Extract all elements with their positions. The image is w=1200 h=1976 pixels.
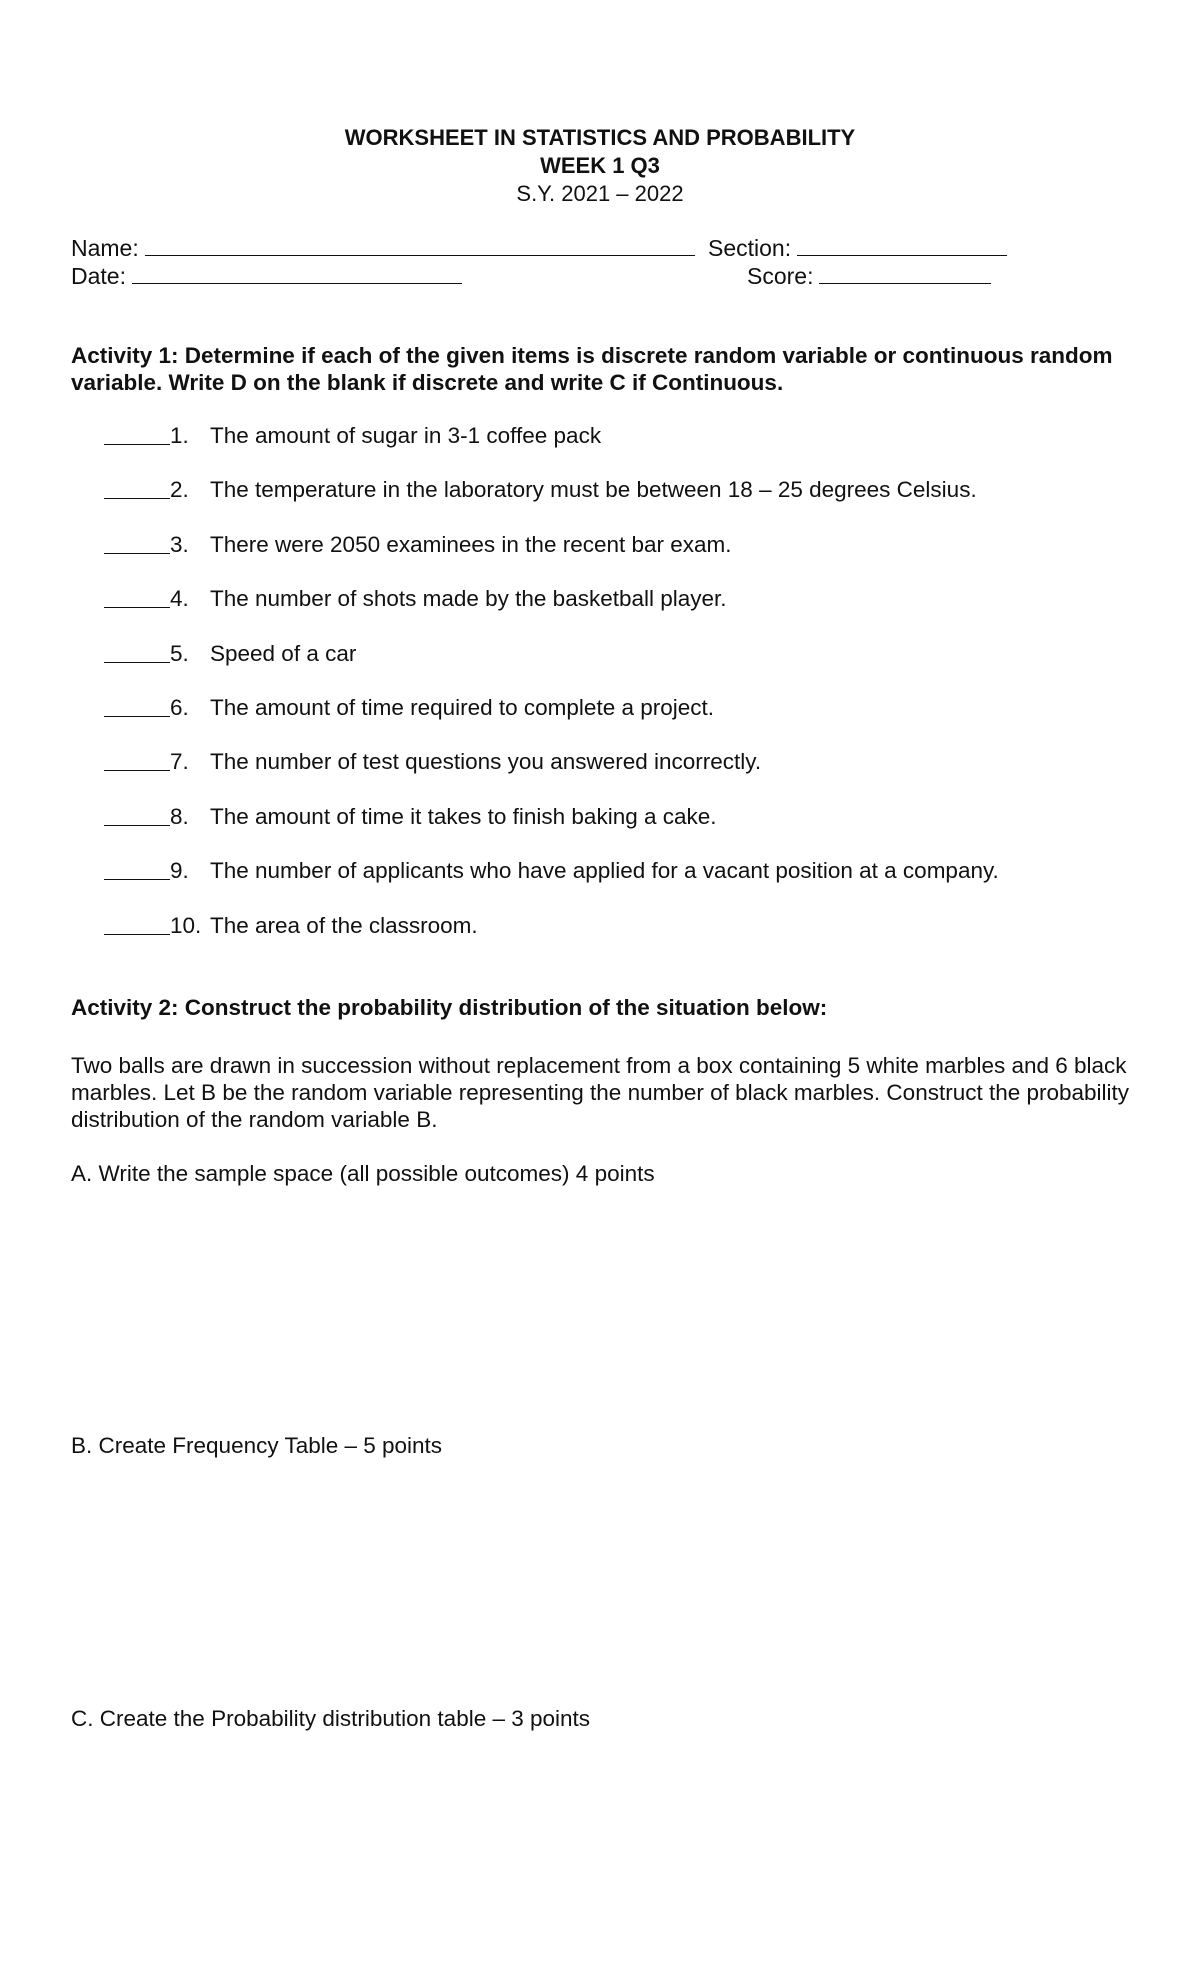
section-blank[interactable] xyxy=(797,233,1007,256)
answer-blank[interactable] xyxy=(104,422,170,445)
item-text: The number of test questions you answered incorrectly. xyxy=(210,749,762,775)
item-number: 8. xyxy=(170,803,189,829)
answer-blank[interactable] xyxy=(104,748,170,771)
item-text: The amount of time it takes to finish baking a cake. xyxy=(210,803,717,829)
date-label: Date: xyxy=(71,263,126,289)
item-number: 2. xyxy=(170,477,189,503)
answer-blank[interactable] xyxy=(104,803,170,826)
worksheet-header xyxy=(0,124,1200,208)
list-item xyxy=(104,748,1104,802)
score-label: Score: xyxy=(747,263,814,289)
item-number: 3. xyxy=(170,531,189,557)
answer-blank[interactable] xyxy=(104,531,170,554)
answer-blank[interactable] xyxy=(104,912,170,935)
section-label: Section: xyxy=(708,235,792,261)
list-item xyxy=(104,640,1104,694)
worksheet-title: WORKSHEET IN STATISTICS AND PROBABILITY xyxy=(344,125,856,150)
list-item xyxy=(104,476,1104,530)
activity2-heading: Activity 2: Construct the probability distribution of the situation below: xyxy=(71,995,828,1020)
item-number: 1. xyxy=(170,423,189,448)
item-number: 10. xyxy=(170,912,202,938)
answer-blank[interactable] xyxy=(104,694,170,717)
list-item xyxy=(104,531,1104,585)
item-number: 4. xyxy=(170,586,189,612)
item-text: The area of the classroom. xyxy=(210,912,478,938)
score-blank[interactable] xyxy=(819,261,991,284)
item-number: 7. xyxy=(170,749,189,775)
part-b-label: B. Create Frequency Table – 5 points xyxy=(71,1433,443,1458)
school-year: S.Y. 2021 – 2022 xyxy=(516,181,684,206)
name-row xyxy=(71,233,695,262)
list-item xyxy=(104,585,1104,639)
item-number: 6. xyxy=(170,694,189,720)
activity1-heading: Activity 1: Determine if each of the given items is discrete random variable or continuous random variable. Write D on the blank if discrete and write C if Continuous. xyxy=(71,343,1113,395)
answer-blank[interactable] xyxy=(104,857,170,880)
item-number: 5. xyxy=(170,640,189,666)
item-text: There were 2050 examinees in the recent bar exam. xyxy=(210,531,732,557)
answer-blank[interactable] xyxy=(104,640,170,663)
item-text: The number of shots made by the basketball player. xyxy=(210,586,727,612)
list-item xyxy=(104,803,1104,857)
date-blank[interactable] xyxy=(132,261,462,284)
item-text: The number of applicants who have applied for a vacant position at a company. xyxy=(210,858,999,884)
date-row xyxy=(71,261,462,290)
answer-blank[interactable] xyxy=(104,476,170,499)
name-label: Name: xyxy=(71,235,139,261)
worksheet-week: WEEK 1 Q3 xyxy=(540,153,660,178)
answer-blank[interactable] xyxy=(104,585,170,608)
section-row xyxy=(708,233,1007,262)
list-item xyxy=(104,694,1104,748)
item-text: The amount of sugar in 3-1 coffee pack xyxy=(210,423,602,448)
activity1-items xyxy=(104,422,1104,966)
item-number: 9. xyxy=(170,858,189,884)
part-c-label: C. Create the Probability distribution table – 3 points xyxy=(71,1706,591,1731)
part-a-label: A. Write the sample space (all possible outcomes) 4 points xyxy=(71,1161,655,1186)
item-text: Speed of a car xyxy=(210,640,357,666)
list-item xyxy=(104,857,1104,911)
score-row xyxy=(747,261,991,290)
list-item xyxy=(104,912,1104,966)
item-text: The amount of time required to complete a project. xyxy=(210,694,715,720)
item-text: The temperature in the laboratory must be between 18 – 25 degrees Celsius. xyxy=(210,477,977,503)
activity2-problem: Two balls are drawn in succession without replacement from a box containing 5 white marbles and 6 black marbles. Let B be the random variable representing the number of black marbles. Construct the probability distribution of the random variable B. xyxy=(71,1053,1130,1132)
name-blank[interactable] xyxy=(145,233,695,256)
list-item xyxy=(104,422,1104,476)
